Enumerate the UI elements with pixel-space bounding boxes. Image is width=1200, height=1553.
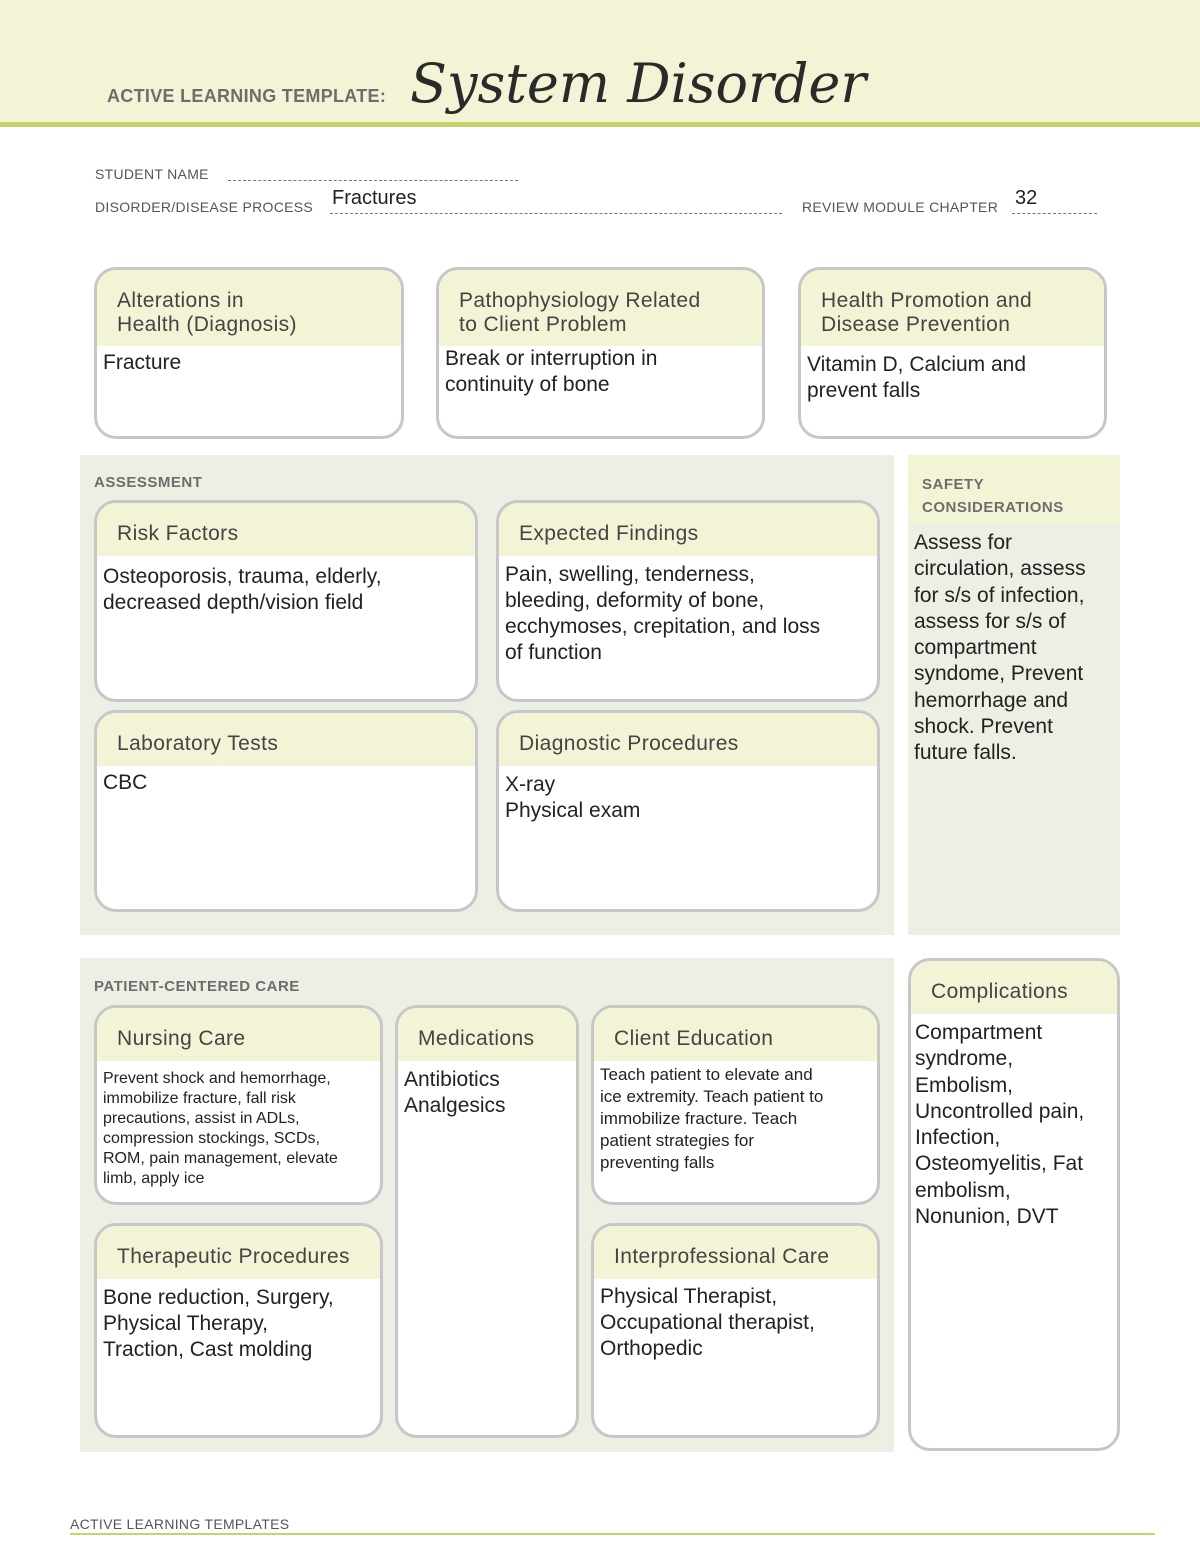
medications-title: Medications — [398, 1008, 576, 1061]
template-label: ACTIVE LEARNING TEMPLATE: — [107, 86, 387, 106]
client-education-title: Client Education — [594, 1008, 877, 1061]
laboratory-tests-box — [94, 710, 478, 912]
health-promotion-title: Health Promotion and Disease Prevention — [801, 270, 1104, 346]
chapter-label: REVIEW MODULE CHAPTER — [802, 199, 999, 215]
assessment-label: ASSESSMENT — [94, 474, 203, 491]
risk-factors-box — [94, 500, 478, 702]
diagnostic-procedures-box — [496, 710, 880, 912]
laboratory-tests-title: Laboratory Tests — [97, 713, 475, 766]
safety-label: SAFETY CONSIDERATIONS — [922, 476, 1064, 516]
chapter-line — [1012, 213, 1097, 214]
template-title: System Disorder — [410, 52, 867, 115]
complications-title: Complications — [911, 961, 1117, 1014]
pathophysiology-title: Pathophysiology Related to Client Problem — [439, 270, 762, 346]
client-education-box — [591, 1005, 880, 1205]
diagnostic-procedures-body[interactable]: X-ray Physical exam — [505, 773, 641, 822]
footer-divider — [70, 1533, 1155, 1535]
complications-body[interactable]: Compartment syndrome, Embolism, Uncontrolled pain, Infection, Osteomyelitis, Fat embolism, Nonunion, DVT — [915, 1021, 1085, 1229]
client-education-body[interactable]: Teach patient to elevate and ice extremity. Teach patient to immobilize fracture. Teach patient strategies for preventing falls — [600, 1065, 824, 1172]
risk-factors-body[interactable]: Osteoporosis, trauma, elderly, decreased depth/vision field — [103, 565, 382, 614]
patient-care-label: PATIENT-CENTERED CARE — [94, 978, 300, 995]
footer-label: ACTIVE LEARNING TEMPLATES — [70, 1516, 290, 1532]
nursing-care-body[interactable]: Prevent shock and hemorrhage, immobilize fracture, fall risk precautions, assist in ADLs, compression stockings, SCDs, ROM, pain management, elevate limb, apply ice — [103, 1070, 338, 1187]
nursing-care-box — [94, 1005, 383, 1205]
expected-findings-title: Expected Findings — [499, 503, 877, 556]
alterations-box — [94, 267, 404, 439]
student-name-line — [228, 180, 518, 181]
disorder-value[interactable]: Fractures — [332, 187, 417, 209]
therapeutic-procedures-body[interactable]: Bone reduction, Surgery, Physical Therapy, Traction, Cast molding — [103, 1286, 334, 1361]
disorder-label: DISORDER/DISEASE PROCESS — [95, 199, 314, 215]
therapeutic-procedures-box — [94, 1223, 383, 1438]
expected-findings-box — [496, 500, 880, 702]
student-name-label: STUDENT NAME — [95, 166, 209, 182]
risk-factors-title: Risk Factors — [97, 503, 475, 556]
complications-box — [908, 958, 1120, 1451]
interprofessional-care-title: Interprofessional Care — [594, 1226, 877, 1279]
nursing-care-title: Nursing Care — [97, 1008, 380, 1061]
diagnostic-procedures-title: Diagnostic Procedures — [499, 713, 877, 766]
pathophysiology-body[interactable]: Break or interruption in continuity of bone — [445, 347, 658, 396]
header-divider — [0, 122, 1200, 127]
expected-findings-body[interactable]: Pain, swelling, tenderness, bleeding, deformity of bone, ecchymoses, crepitation, and loss of function — [505, 563, 821, 664]
medications-box — [395, 1005, 579, 1438]
disorder-line — [330, 213, 782, 214]
alterations-title: Alterations in Health (Diagnosis) — [97, 270, 401, 346]
interprofessional-care-body[interactable]: Physical Therapist, Occupational therapist, Orthopedic — [600, 1285, 815, 1360]
safety-body[interactable]: Assess for circulation, assess for s/s of infection, assess for s/s of compartment syndome, Prevent hemorrhage and shock. Prevent future falls. — [914, 531, 1086, 765]
therapeutic-procedures-title: Therapeutic Procedures — [97, 1226, 380, 1279]
alterations-body[interactable]: Fracture — [103, 351, 182, 374]
interprofessional-care-box — [591, 1223, 880, 1438]
pathophysiology-box — [436, 267, 765, 439]
health-promotion-body[interactable]: Vitamin D, Calcium and prevent falls — [807, 353, 1027, 402]
medications-body[interactable]: Antibiotics Analgesics — [404, 1068, 506, 1117]
health-promotion-box — [798, 267, 1107, 439]
chapter-value[interactable]: 32 — [1015, 187, 1038, 209]
laboratory-tests-body[interactable]: CBC — [103, 771, 148, 794]
